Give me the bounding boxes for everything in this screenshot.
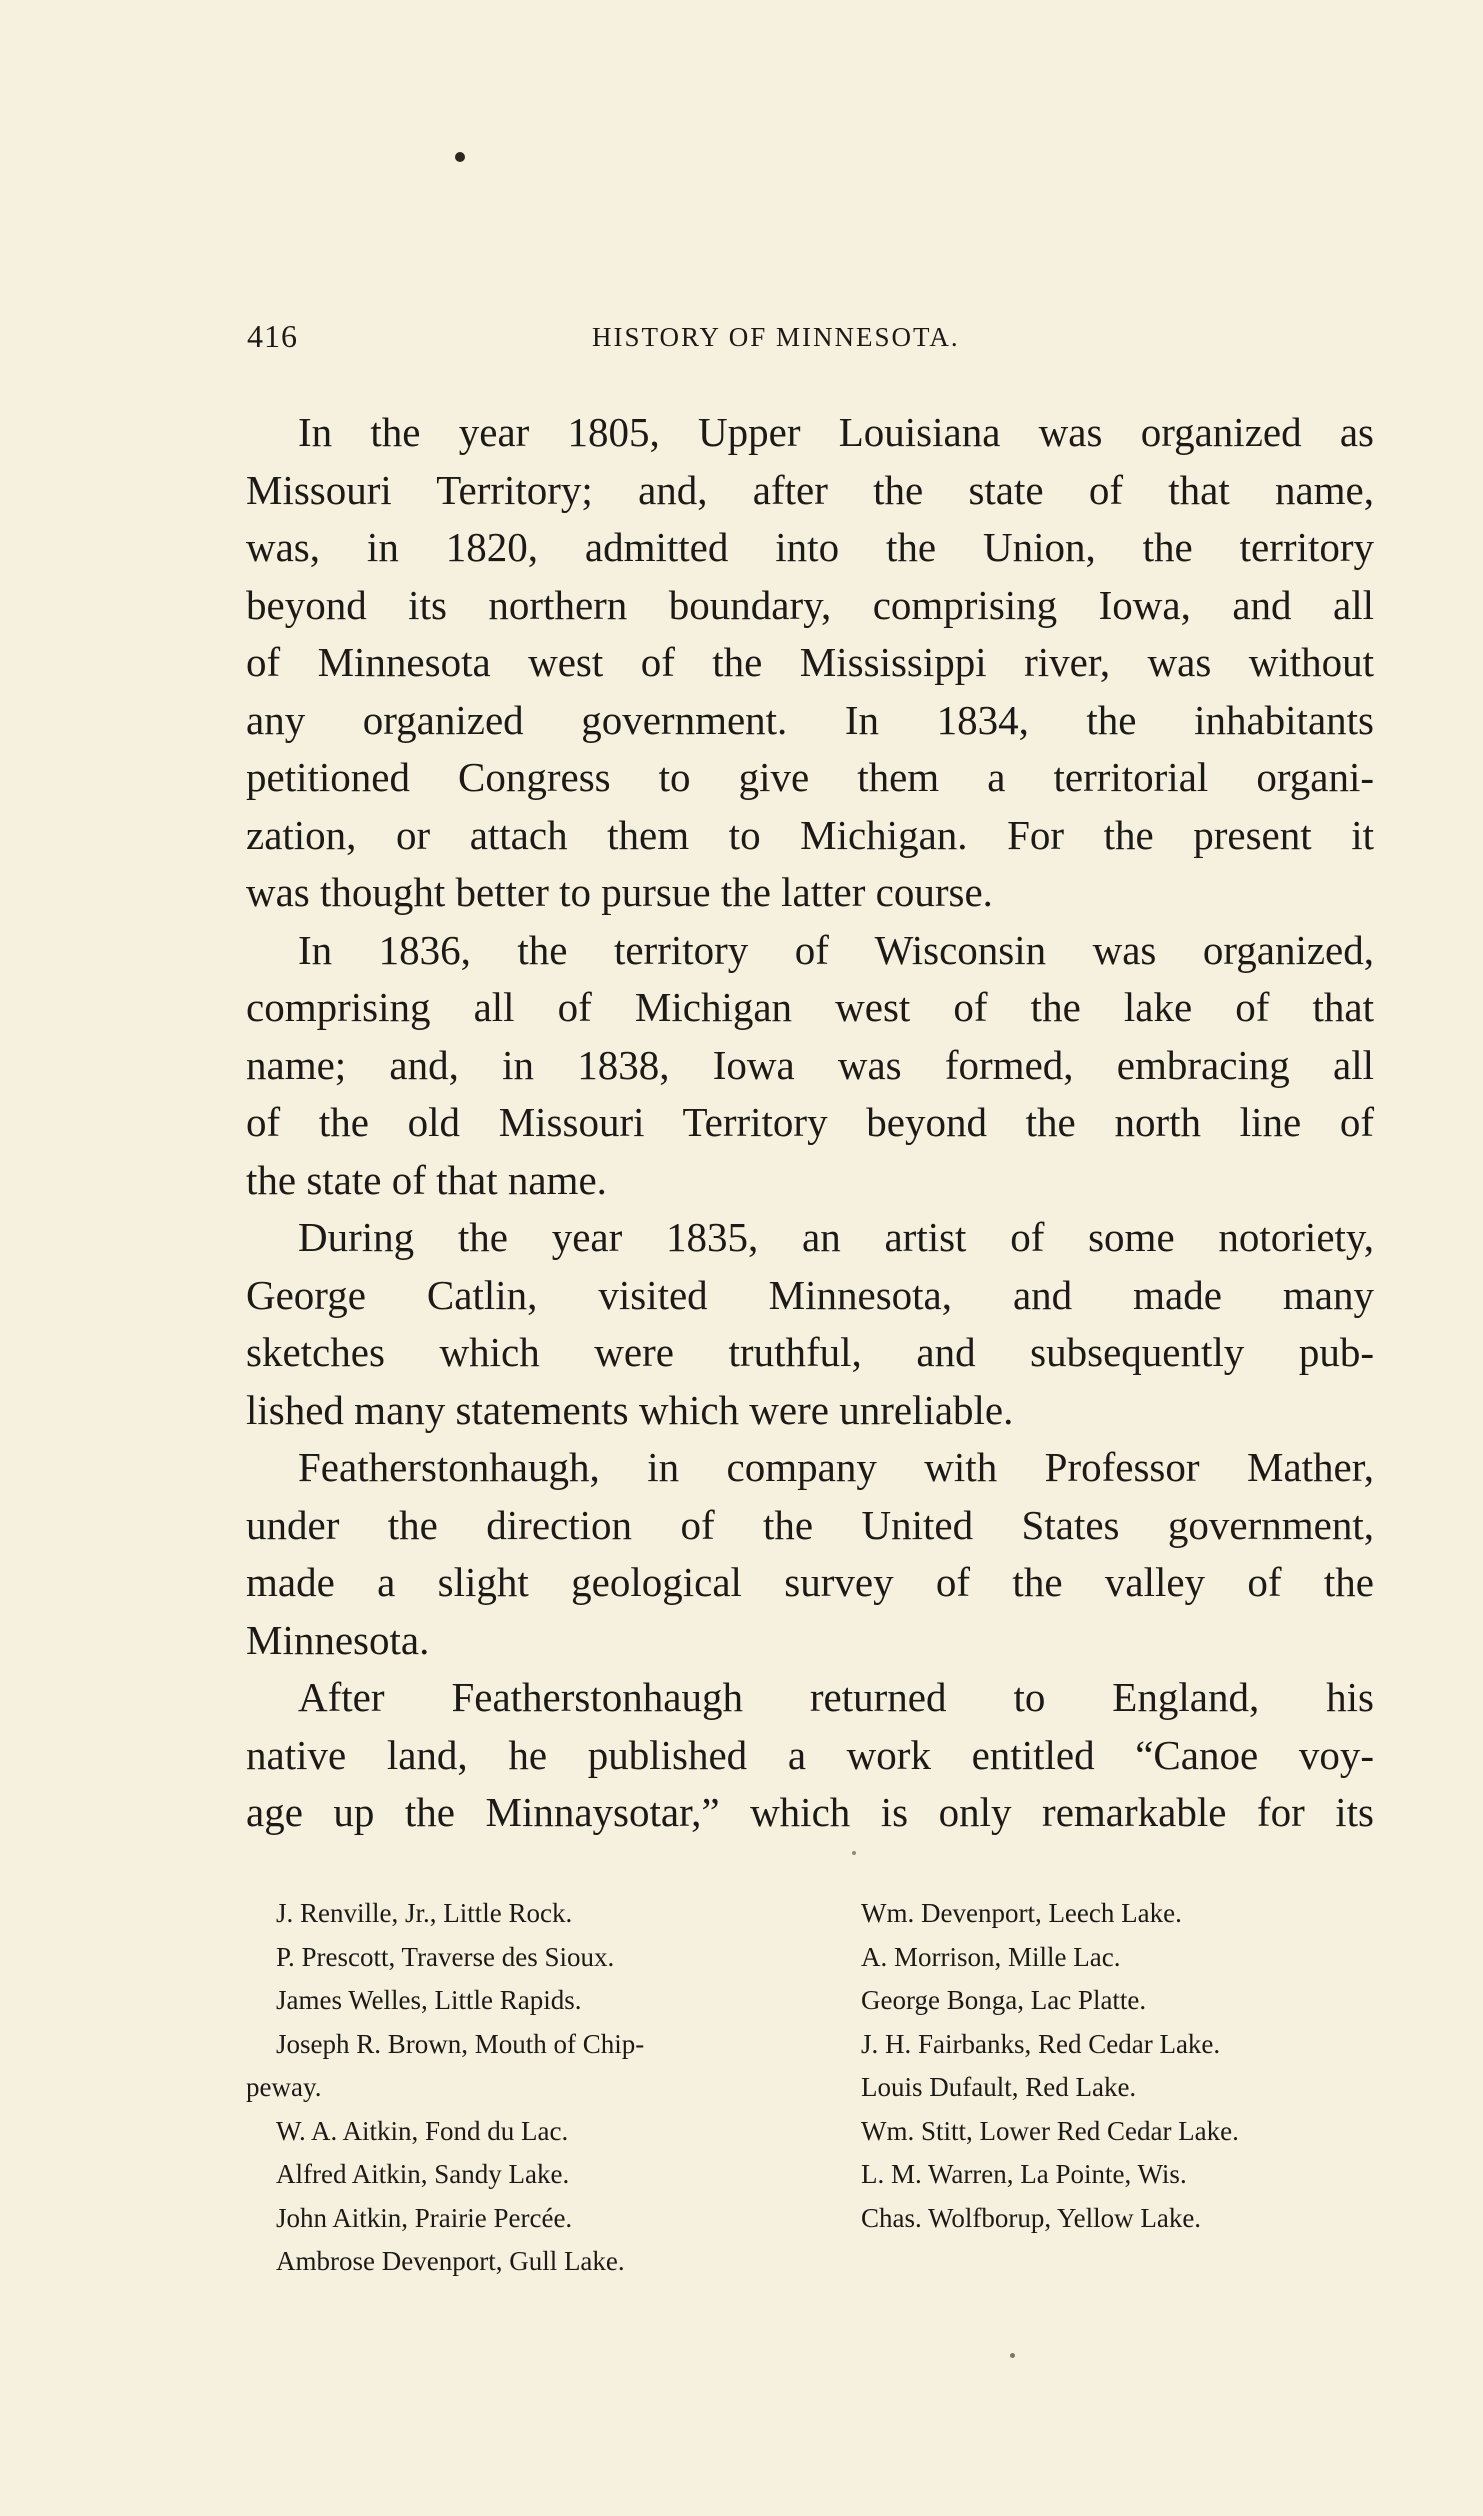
footnote-entry: Wm. Devenport, Leech Lake.	[861, 1898, 1182, 1928]
body-line: lished many statements which were unreliable.	[246, 1386, 1014, 1433]
body-line: zation, or attach them to Michigan. For the present it	[246, 811, 1374, 858]
footnote-column-left	[246, 1892, 766, 2284]
body-line: After Featherstonhaugh returned to England, his	[298, 1674, 1374, 1720]
footnote-entry: W. A. Aitkin, Fond du Lac.	[276, 2115, 569, 2146]
body-line: of Minnesota west of the Mississippi river, was without	[246, 639, 1374, 685]
body-line: of the old Missouri Territory beyond the north line of	[246, 1099, 1374, 1145]
footnote-entry: Ambrose Devenport, Gull Lake.	[276, 2246, 625, 2276]
body-line: made a slight geological survey of the valley of the	[246, 1559, 1374, 1605]
body-line: petitioned Congress to give them a territorial organi-	[246, 754, 1374, 800]
page-number: 416	[247, 318, 298, 354]
body-line: under the direction of the United States government,	[246, 1501, 1374, 1548]
body-line: was, in 1820, admitted into the Union, the territory	[246, 524, 1374, 570]
footnote-entry: James Welles, Little Rapids.	[276, 1985, 582, 2015]
body-line: Featherstonhaugh, in company with Professor Mather,	[298, 1444, 1374, 1490]
page-header	[247, 318, 1027, 368]
body-line: native land, he published a work entitled “Canoe voy-	[246, 1731, 1374, 1778]
footnote-entry: Wm. Stitt, Lower Red Cedar Lake.	[861, 2115, 1239, 2146]
footnote-entry: Joseph R. Brown, Mouth of Chip-	[276, 2028, 645, 2059]
body-line: George Catlin, visited Minnesota, and made many	[246, 1271, 1374, 1318]
ink-speck	[455, 152, 465, 162]
body-line: During the year 1835, an artist of some notoriety,	[298, 1214, 1374, 1260]
footnote-entry: peway.	[246, 2072, 322, 2102]
body-text	[246, 404, 1374, 1842]
footnote-entry: George Bonga, Lac Platte.	[861, 1985, 1147, 2015]
footnote-entry: A. Morrison, Mille Lac.	[861, 1941, 1121, 1972]
body-line: comprising all of Michigan west of the lake of that	[246, 984, 1374, 1030]
body-line: beyond its northern boundary, comprising Iowa, and all	[246, 581, 1374, 628]
body-line: was thought better to pursue the latter course.	[246, 869, 993, 915]
ink-speck	[852, 1851, 856, 1855]
body-line: In the year 1805, Upper Louisiana was organized as	[298, 409, 1374, 455]
footnote-entry: John Aitkin, Prairie Percée.	[276, 2202, 573, 2233]
footnote-entry: Chas. Wolfborup, Yellow Lake.	[861, 2202, 1202, 2233]
footnote-entry: P. Prescott, Traverse des Sioux.	[276, 1941, 615, 1972]
body-line: any organized government. In 1834, the inhabitants	[246, 696, 1374, 743]
footnote-entry: J. Renville, Jr., Little Rock.	[276, 1898, 573, 1928]
running-head: HISTORY OF MINNESOTA.	[592, 322, 960, 352]
footnote-entry: Louis Dufault, Red Lake.	[861, 2072, 1137, 2102]
body-line: age up the Minnaysotar,” which is only remarkable for its	[246, 1789, 1374, 1835]
footnote-entry: J. H. Fairbanks, Red Cedar Lake.	[861, 2028, 1221, 2059]
body-line: Minnesota.	[246, 1616, 430, 1663]
footnote-column-right	[861, 1892, 1401, 2240]
body-line: name; and, in 1838, Iowa was formed, embracing all	[246, 1041, 1374, 1088]
body-line: In 1836, the territory of Wisconsin was organized,	[298, 926, 1374, 973]
body-line: sketches which were truthful, and subsequently pub-	[246, 1329, 1374, 1375]
footnote-list	[246, 1892, 1396, 2292]
ink-speck	[1010, 2353, 1015, 2358]
footnote-entry: Alfred Aitkin, Sandy Lake.	[276, 2159, 570, 2189]
body-line: the state of that name.	[246, 1156, 607, 1203]
footnote-entry: L. M. Warren, La Pointe, Wis.	[861, 2159, 1187, 2189]
body-line: Missouri Territory; and, after the state of that name,	[246, 466, 1374, 513]
